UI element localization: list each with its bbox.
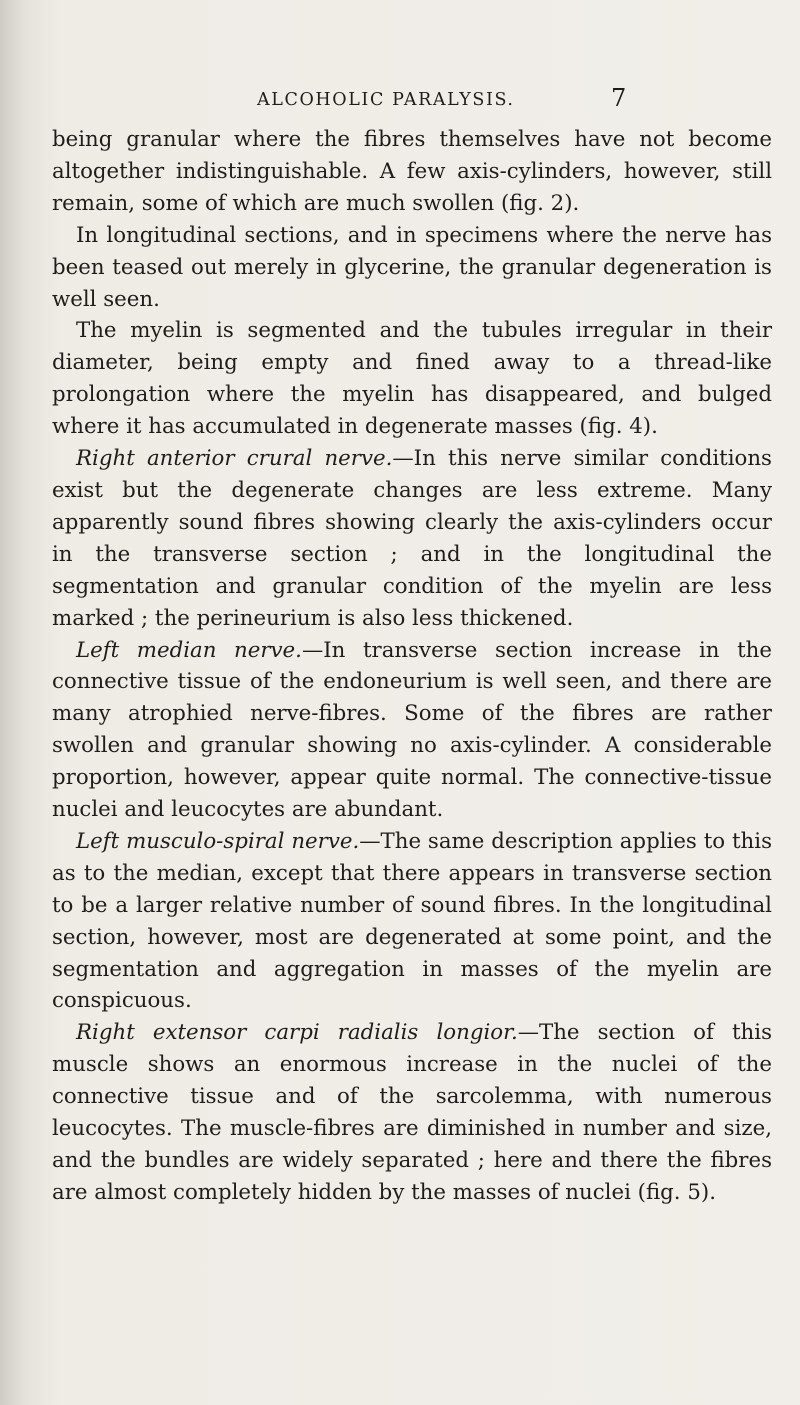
section-label: Left median nerve.: [76, 637, 302, 663]
paragraph-text: In longitudinal sections, and in specimens where the nerve has been teased out merely in glycerine, the granular degeneration is well seen.: [52, 222, 772, 312]
paragraph-left-musculo-spiral: [52, 826, 772, 1017]
section-label: Right anterior crural nerve.: [76, 446, 393, 472]
section-label: Left musculo-spiral nerve.: [76, 828, 360, 854]
paragraph-right-extensor-carpi: [52, 1017, 772, 1208]
paragraph-text: —The section of this muscle shows an enormous increase in the nuclei of the connective tissue and of the sarcolemma, with numerous leucocytes. The muscle-fibres are diminished in number and size, and the bundles are widely separated ; here and there the fibres are almost completely hidden by the masses of nuclei (fig. 5).: [52, 1020, 772, 1205]
paragraph-text: —In this nerve similar conditions exist but the degenerate changes are less extreme. Many apparently sound fibres showing clearly the axis-cylinders occur in the transverse section ; and in the longitudinal the segmentation and granular condition of the myelin are less marked ; the perineurium is also less thickened.: [52, 446, 772, 631]
paragraph-text: The myelin is segmented and the tubules irregular in their diameter, being empty and fined away to a thread-like prolongation where the myelin has disappeared, and bulged where it has accumulated in degenerate masses (fig. 4).: [52, 318, 772, 440]
paragraph-text: —In transverse section increase in the connective tissue of the endoneurium is well seen, and there are many atrophied nerve-fibres. Some of the fibres are rather swollen and granular showing no axis-cylinder. A considerable proportion, however, appear quite normal. The connective-tissue nuclei and leucocytes are abundant.: [52, 637, 772, 823]
paragraph-right-anterior-crural: [52, 443, 772, 634]
running-head: ALCOHOLIC PARALYSIS.: [257, 90, 515, 110]
paragraph-continuation: [52, 124, 772, 220]
page-number: 7: [611, 84, 627, 112]
paragraph-text: being granular where the fibres themselves have not become altogether indistinguishable. A few axis-cylinders, however, still remain, some of which are much swollen (fig. 2).: [52, 127, 772, 216]
paragraph-text: —The same description applies to this as to the median, except that there appears in transverse section to be a larger relative number of sound fibres. In the longitudinal section, however, most are degenerated at some point, and the segmentation and aggregation in masses of the myelin are conspicuous.: [52, 828, 773, 1014]
section-label: Right extensor carpi radialis longior.: [76, 1020, 518, 1046]
paragraph-left-median: [52, 635, 772, 826]
body-text: [52, 124, 772, 1209]
paragraph-myelin: [52, 315, 772, 443]
page-header: [0, 84, 800, 120]
paragraph-longitudinal-sections: [52, 220, 772, 316]
